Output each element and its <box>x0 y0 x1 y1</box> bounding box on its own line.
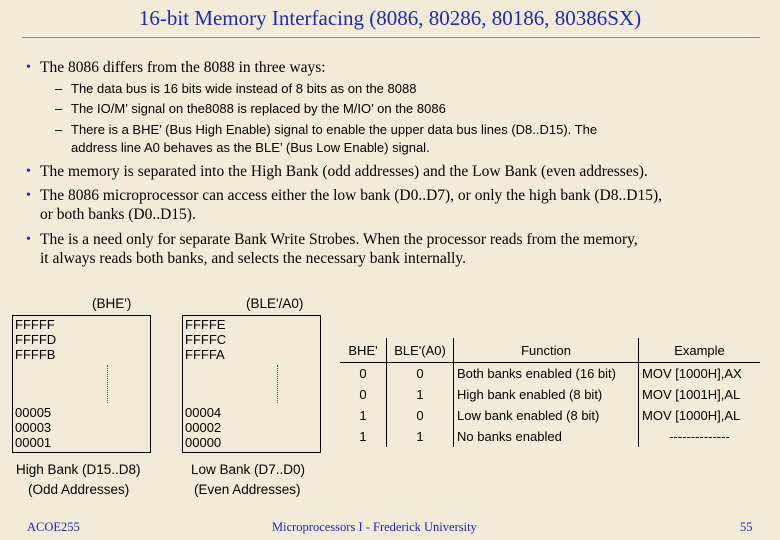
bullet-2 <box>26 163 771 181</box>
bullet-2-text: The memory is separated into the High Bank (odd addresses) and the Low Bank (even addresses). <box>40 163 648 180</box>
col-header-bhe: BHE' <box>340 338 387 363</box>
col-header-ble: BLE'(A0) <box>387 338 454 363</box>
table-row: 0 1 High bank enabled (8 bit) MOV [1001H],AL <box>340 384 760 405</box>
page-number: 55 <box>740 520 753 534</box>
table-header-row <box>340 338 760 363</box>
low-bank-header: (BLE'/A0) <box>246 296 304 311</box>
sub-bullet-1: – The data bus is 16 bits wide instead of 8 bits as on the 8088 <box>55 81 417 96</box>
bullet-3 <box>26 187 771 205</box>
high-bank-top-addresses: FFFFF FFFFD FFFFB <box>15 317 57 362</box>
bank-function-table <box>340 338 760 447</box>
bullet-1-text: The 8086 differs from the 8088 in three ways: <box>40 59 326 76</box>
bullet-icon: • <box>26 188 31 203</box>
table-row: 0 0 Both banks enabled (16 bit) MOV [1000H],AX <box>340 363 760 385</box>
low-bank-sublabel: (Even Addresses) <box>194 482 301 497</box>
low-bank-top-addresses: FFFFE FFFFC FFFFA <box>185 317 227 362</box>
sub-bullet-1-text: The data bus is 16 bits wide instead of 8 bits as on the 8088 <box>71 81 417 96</box>
bullet-1 <box>26 59 766 77</box>
sub-bullet-2: – The IO/M’ signal on the8088 is replaced by the M/IO’ on the 8086 <box>55 101 446 116</box>
col-header-function: Function <box>454 338 639 363</box>
high-bank-header: (BHE') <box>92 296 132 311</box>
bullet-icon: • <box>26 164 31 179</box>
sub-bullet-3: – There is a BHE’ (Bus High Enable) signal to enable the upper data bus lines (D8..D15). The <box>55 122 598 137</box>
high-bank-label: High Bank (D15..D8) <box>16 462 141 477</box>
high-bank-ellipsis <box>107 365 108 403</box>
high-bank-sublabel: (Odd Addresses) <box>28 482 130 497</box>
bullet-3-text: The 8086 microprocessor can access either the low bank (D0..D7), or only the high bank (D8..D15), <box>40 187 662 204</box>
footer-course-title: Microprocessors I - Frederick University <box>272 520 477 534</box>
bullet-4 <box>26 231 771 249</box>
slide-title: 16-bit Memory Interfacing (8086, 80286, 80186, 80386SX) <box>138 6 642 30</box>
low-bank-label: Low Bank (D7..D0) <box>191 462 306 477</box>
low-bank-ellipsis <box>277 365 278 403</box>
bullet-icon: • <box>26 60 31 75</box>
table-row: 1 1 No banks enabled -------------- <box>340 426 760 447</box>
bullet-icon: • <box>26 232 31 247</box>
sub-bullet-2-text: The IO/M’ signal on the8088 is replaced by the M/IO’ on the 8086 <box>71 101 446 116</box>
bullet-3-cont: or both banks (D0..D15). <box>40 206 196 223</box>
footer-course-code: ACOE255 <box>27 520 80 534</box>
col-header-example: Example <box>639 338 761 363</box>
bullet-4-text: The is a need only for separate Bank Write Strobes. When the processor reads from the memory, <box>40 231 638 248</box>
sub-bullet-3-cont: address line A0 behaves as the BLE’ (Bus Low Enable) signal. <box>71 140 430 155</box>
title-divider <box>22 37 760 38</box>
bullet-4-cont: it always reads both banks, and selects the necessary bank internally. <box>40 250 466 267</box>
high-bank-bottom-addresses: 00005 00003 00001 <box>15 405 52 450</box>
sub-bullet-3-text: There is a BHE’ (Bus High Enable) signal to enable the upper data bus lines (D8..D15). The <box>71 122 598 137</box>
low-bank-bottom-addresses: 00004 00002 00000 <box>185 405 222 450</box>
table-row: 1 0 Low bank enabled (8 bit) MOV [1000H],AL <box>340 405 760 426</box>
